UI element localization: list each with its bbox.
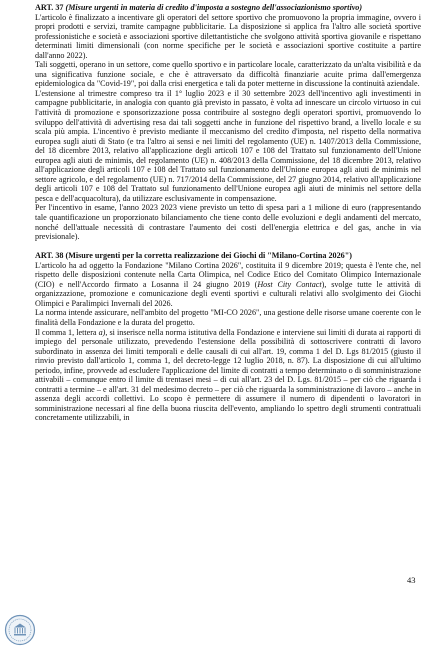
article-38-p3-text-b: , si inserisce nella norma istitutiva della Fondazione e interviene sui limiti di durata ai rapporti di impiego del personale utilizzato, prevedendo l'estensione della possibilità di sottoscrivere contratti di lavoro subordinato in assenza dei limiti temporali e delle causali di cui all'art. 19, comma 1 del D. Lgs 81/2015 (giusto il rinvio previsto dall'articolo 1, comma 1, del decreto-legge 12 luglio 2018, n. 87). La disposizione di cui all'ultimo periodo, infine, provvede ad escludere l'applicazione del limite di contratti a tempo determinato o di somministrazione attivabili – comunque entro il limite di trentasei mesi – di cui all'art. 23 del D. Lgs. 81/2015 – per ciò che riguarda i contratti a termine – e all'art. 31 del medesimo decreto – per ciò che riguarda la somministrazione di lavoro – anche in assenza degli accordi collettivi. Lo scopo è permettere di assumere il numero di dipendenti o lavoratori in somministrazione necessari al fine della buona riuscita dell'evento, ampliando lo spettro degli strumenti contrattuali concretamente utilizzabili, in — [35, 327, 421, 423]
article-37-heading — [35, 3, 421, 13]
article-38-title: ART. 38 (Misure urgenti per la corretta realizzazione dei Giochi di "Milano-Cortina 2026") — [35, 251, 352, 261]
article-37-paragraph-4: Per l'incentivo in esame, l'anno 2023 2023 viene previsto un tetto di spesa pari a 1 milione di euro (rappresentando tale quantificazione un proporzionato bilanciamento che tiene conto delle evoluzioni e degli andamenti del mercato, nonché dell'attuale necessità di contrastare l'aumento dei costi dell'energia elettrica e del gas, anche in via previsionale). — [35, 203, 421, 242]
article-37-paragraph-1: L'articolo è finalizzato a incentivare gli operatori del settore sportivo che promuovono la propria immagine, ovvero i propri prodotti e servizi, tramite campagne pubblicitarie. La disposizione si applica fra l'altro alle società sportive professionistiche e società e associazioni sportive dilettantistiche che svolgono attività sportiva giovanile e rispettano determinati limiti dimensionali (con norme specifiche per le società e associazioni sportive costituite a partire dall'anno 2022). — [35, 12, 421, 60]
section-gap — [35, 242, 421, 252]
article-37-paragraph-3: L'estensione al trimestre compreso tra il 1° luglio 2023 e il 30 settembre 2023 dell'incentivo agli investimenti in campagne pubblicitarie, in analogia con quanto già previsto in passato, è volta ad innescare un circolo virtuoso in cui l'attività di promozione e sponsorizzazione possa contribuire al sostegno degli operatori sportivi, promuovendo lo sviluppo dell'attività di advertising resa dai tali soggetti anche in funzione del rispettivo brand, a livello locale e su scala più ampia. L'incentivo è previsto mediante il meccanismo del credito d'imposta, nel rispetto della normativa europea sugli aiuti di Stato (e tra l'altro ai sensi e nei limiti del regolamento (UE) n. 1407/2013 della Commissione, del 18 dicembre 2013, relativo all'applicazione degli articoli 107 e 108 del Trattato sul funzionamento dell'Unione europea agli aiuti de minimis, del regolamento (UE) n. 408/2013 della Commissione, del 18 dicembre 2013, relativo all'applicazione degli articoli 107 e 108 del Trattato sul funzionamento dell'Unione europea agli aiuti de minimis nel settore agricolo, e del regolamento (UE) n. 717/2014 della Commissione, del 27 giugno 2014, relativo all'applicazione degli articoli 107 e 108 del Trattato sul funzionamento dell'Unione europea agli aiuti de minimis nel settore della pesca e dell'acquacoltura), da utilizzare esclusivamente in compensazione. — [35, 88, 421, 203]
article-38-p3-text-a: Il comma 1, lettera — [35, 327, 99, 337]
article-38-p1-text-b: ), svolge tutte le attività di organizzazione, promozione e comunicazione degli eventi sportivi e culturali relativi allo svolgimento dei Giochi Olimpici e Paralimpici Invernali del 2026. — [35, 279, 421, 308]
article-38-p1-text-a: L'articolo ha ad oggetto la Fondazione "Milano Cortina 2026", costituita il 9 dicembre 2019; questa è l'ente che, nel rispetto delle disposizioni contenute nella Carta Olimpica, nel Codice Etico del Comitato Olimpico Internazionale (CIO) e nell'Accordo firmato a Losanna il 24 giugno 2019 ( — [35, 260, 421, 289]
article-37-paragraph-2: Tali soggetti, operano in un settore, come quello sportivo e in particolare locale, caratterizzato da un'alta visibilità e da una significativa funzione sociale, e che è attraversato da difficoltà finanziarie acuite prima dall'emergenza epidemiologica da "Covid-19", poi dalla crisi energetica e tali da poter metterne in discussione la continuità aziendale. — [35, 60, 421, 89]
parliament-seal-icon — [4, 614, 36, 646]
article-38-paragraph-2: La norma intende assicurare, nell'ambito del progetto "MI-CO 2026", una gestione delle risorse umane coerente con le finalità della Fondazione e la durata del progetto. — [35, 308, 421, 327]
article-38-p3-italic: a) — [98, 327, 106, 337]
article-38-paragraph-1 — [35, 261, 421, 309]
document-body — [35, 3, 421, 423]
article-37-subtitle: (Misure urgenti in materia di credito d'imposta a sostegno dell'associazionismo sportivo) — [65, 3, 363, 12]
page-number: 43 — [407, 575, 416, 585]
article-38-paragraph-3 — [35, 328, 421, 423]
article-38-p1-italic: Host City Contact — [257, 279, 322, 289]
article-37-title: ART. 37 — [35, 3, 64, 12]
